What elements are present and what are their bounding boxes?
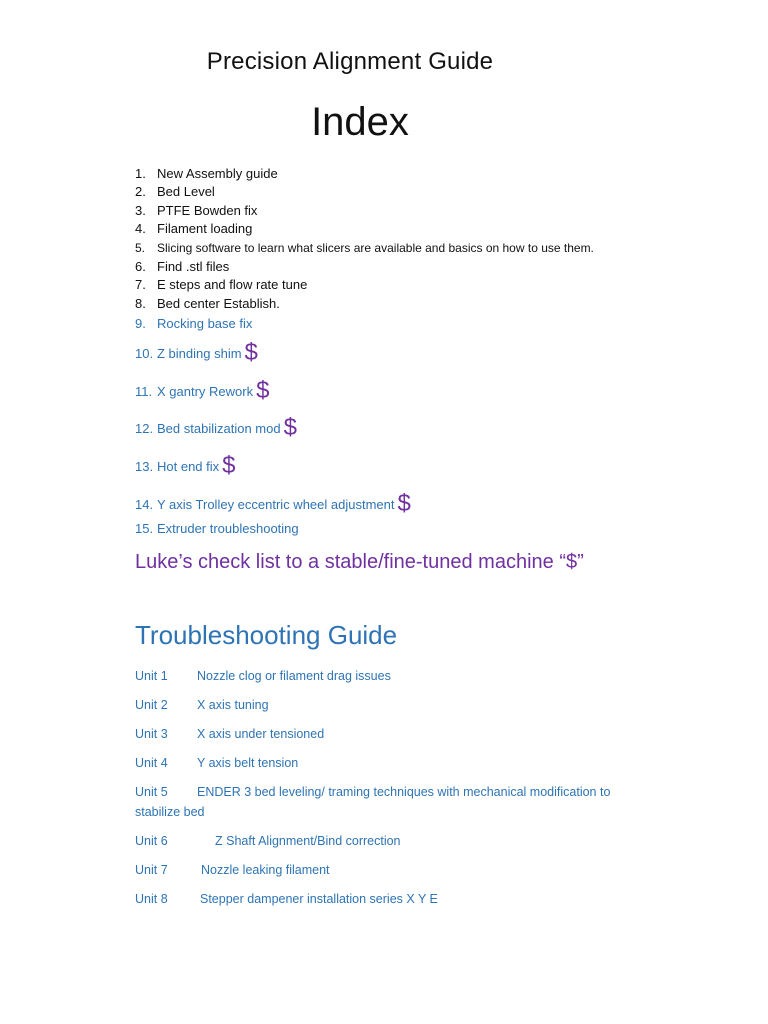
index-item: [135, 184, 215, 200]
unit-label: Unit 4: [135, 756, 168, 770]
unit-row: [135, 782, 635, 822]
checklist-note: Luke’s check list to a stable/fine-tuned machine “$”: [135, 551, 584, 573]
index-item: [135, 377, 270, 404]
index-number: 4.: [135, 221, 146, 236]
unit-row: [135, 666, 391, 686]
unit-text: X axis tuning: [197, 698, 269, 712]
unit-label: Unit 3: [135, 727, 168, 741]
index-item: [135, 277, 307, 293]
index-text: Bed stabilization mod: [157, 421, 281, 436]
unit-label: Unit 8: [135, 892, 168, 906]
index-number: 15.: [135, 521, 154, 536]
unit-label: Unit 5: [135, 785, 168, 799]
index-text: X gantry Rework: [157, 384, 254, 399]
unit-label: Unit 7: [135, 863, 168, 877]
index-text: Bed center Establish.: [157, 296, 280, 311]
index-item: [135, 259, 229, 275]
unit-row: [135, 831, 401, 851]
premium-mark: $: [222, 452, 236, 479]
index-text: Rocking base fix: [157, 316, 253, 331]
index-text: Y axis Trolley eccentric wheel adjustment: [157, 497, 395, 512]
premium-mark: $: [256, 377, 270, 404]
index-text: Hot end fix: [157, 459, 220, 474]
index-text: PTFE Bowden fix: [157, 203, 258, 218]
unit-text: Z Shaft Alignment/Bind correction: [215, 834, 401, 848]
index-item: [135, 240, 594, 256]
index-text: E steps and flow rate tune: [157, 277, 308, 292]
index-item: [135, 339, 258, 366]
index-number: 12.: [135, 421, 154, 436]
index-number: 1.: [135, 166, 146, 181]
index-item: [135, 521, 299, 537]
unit-label: Unit 1: [135, 669, 168, 683]
index-number: 5.: [135, 241, 146, 255]
index-number: 3.: [135, 203, 146, 218]
index-text: Z binding shim: [157, 346, 242, 361]
unit-label: Unit 6: [135, 834, 168, 848]
index-number: 2.: [135, 184, 146, 199]
index-text: Find .stl files: [157, 259, 230, 274]
index-number: 9.: [135, 316, 146, 331]
unit-text: ENDER 3 bed leveling/ traming techniques with mechanical modification to stabilize bed: [135, 785, 611, 819]
index-number: 10.: [135, 346, 154, 361]
document-title: Precision Alignment Guide: [206, 48, 494, 75]
unit-row: [135, 889, 438, 909]
unit-row: [135, 724, 324, 744]
index-text: New Assembly guide: [157, 166, 278, 181]
unit-text: Stepper dampener installation series X Y E: [200, 892, 438, 906]
unit-row: [135, 695, 269, 715]
troubleshooting-heading: Troubleshooting Guide: [135, 620, 398, 650]
unit-label: Unit 2: [135, 698, 168, 712]
index-text: Bed Level: [157, 184, 215, 199]
index-item: [135, 166, 278, 182]
unit-row: [135, 753, 298, 773]
index-item: [135, 296, 280, 312]
index-number: 14.: [135, 497, 154, 512]
index-number: 13.: [135, 459, 154, 474]
unit-text: Nozzle clog or filament drag issues: [197, 669, 391, 683]
unit-text: Y axis belt tension: [197, 756, 299, 770]
index-item: [135, 221, 252, 237]
index-text: Extruder troubleshooting: [157, 521, 299, 536]
index-number: 6.: [135, 259, 146, 274]
index-text: Slicing software to learn what slicers are available and basics on how to use them.: [157, 241, 594, 255]
index-number: 7.: [135, 277, 146, 292]
index-text: Filament loading: [157, 221, 253, 236]
premium-mark: $: [283, 414, 297, 441]
index-item: [135, 490, 411, 517]
unit-text: Nozzle leaking filament: [201, 863, 330, 877]
index-item: [135, 203, 257, 219]
unit-row: [135, 860, 330, 880]
premium-mark: $: [397, 490, 411, 517]
unit-text: X axis under tensioned: [197, 727, 325, 741]
index-item: [135, 316, 252, 332]
index-number: 11.: [135, 384, 153, 399]
premium-mark: $: [244, 339, 258, 366]
index-item: [135, 414, 297, 441]
index-heading: Index: [311, 100, 409, 144]
index-number: 8.: [135, 296, 146, 311]
index-item: [135, 452, 236, 479]
